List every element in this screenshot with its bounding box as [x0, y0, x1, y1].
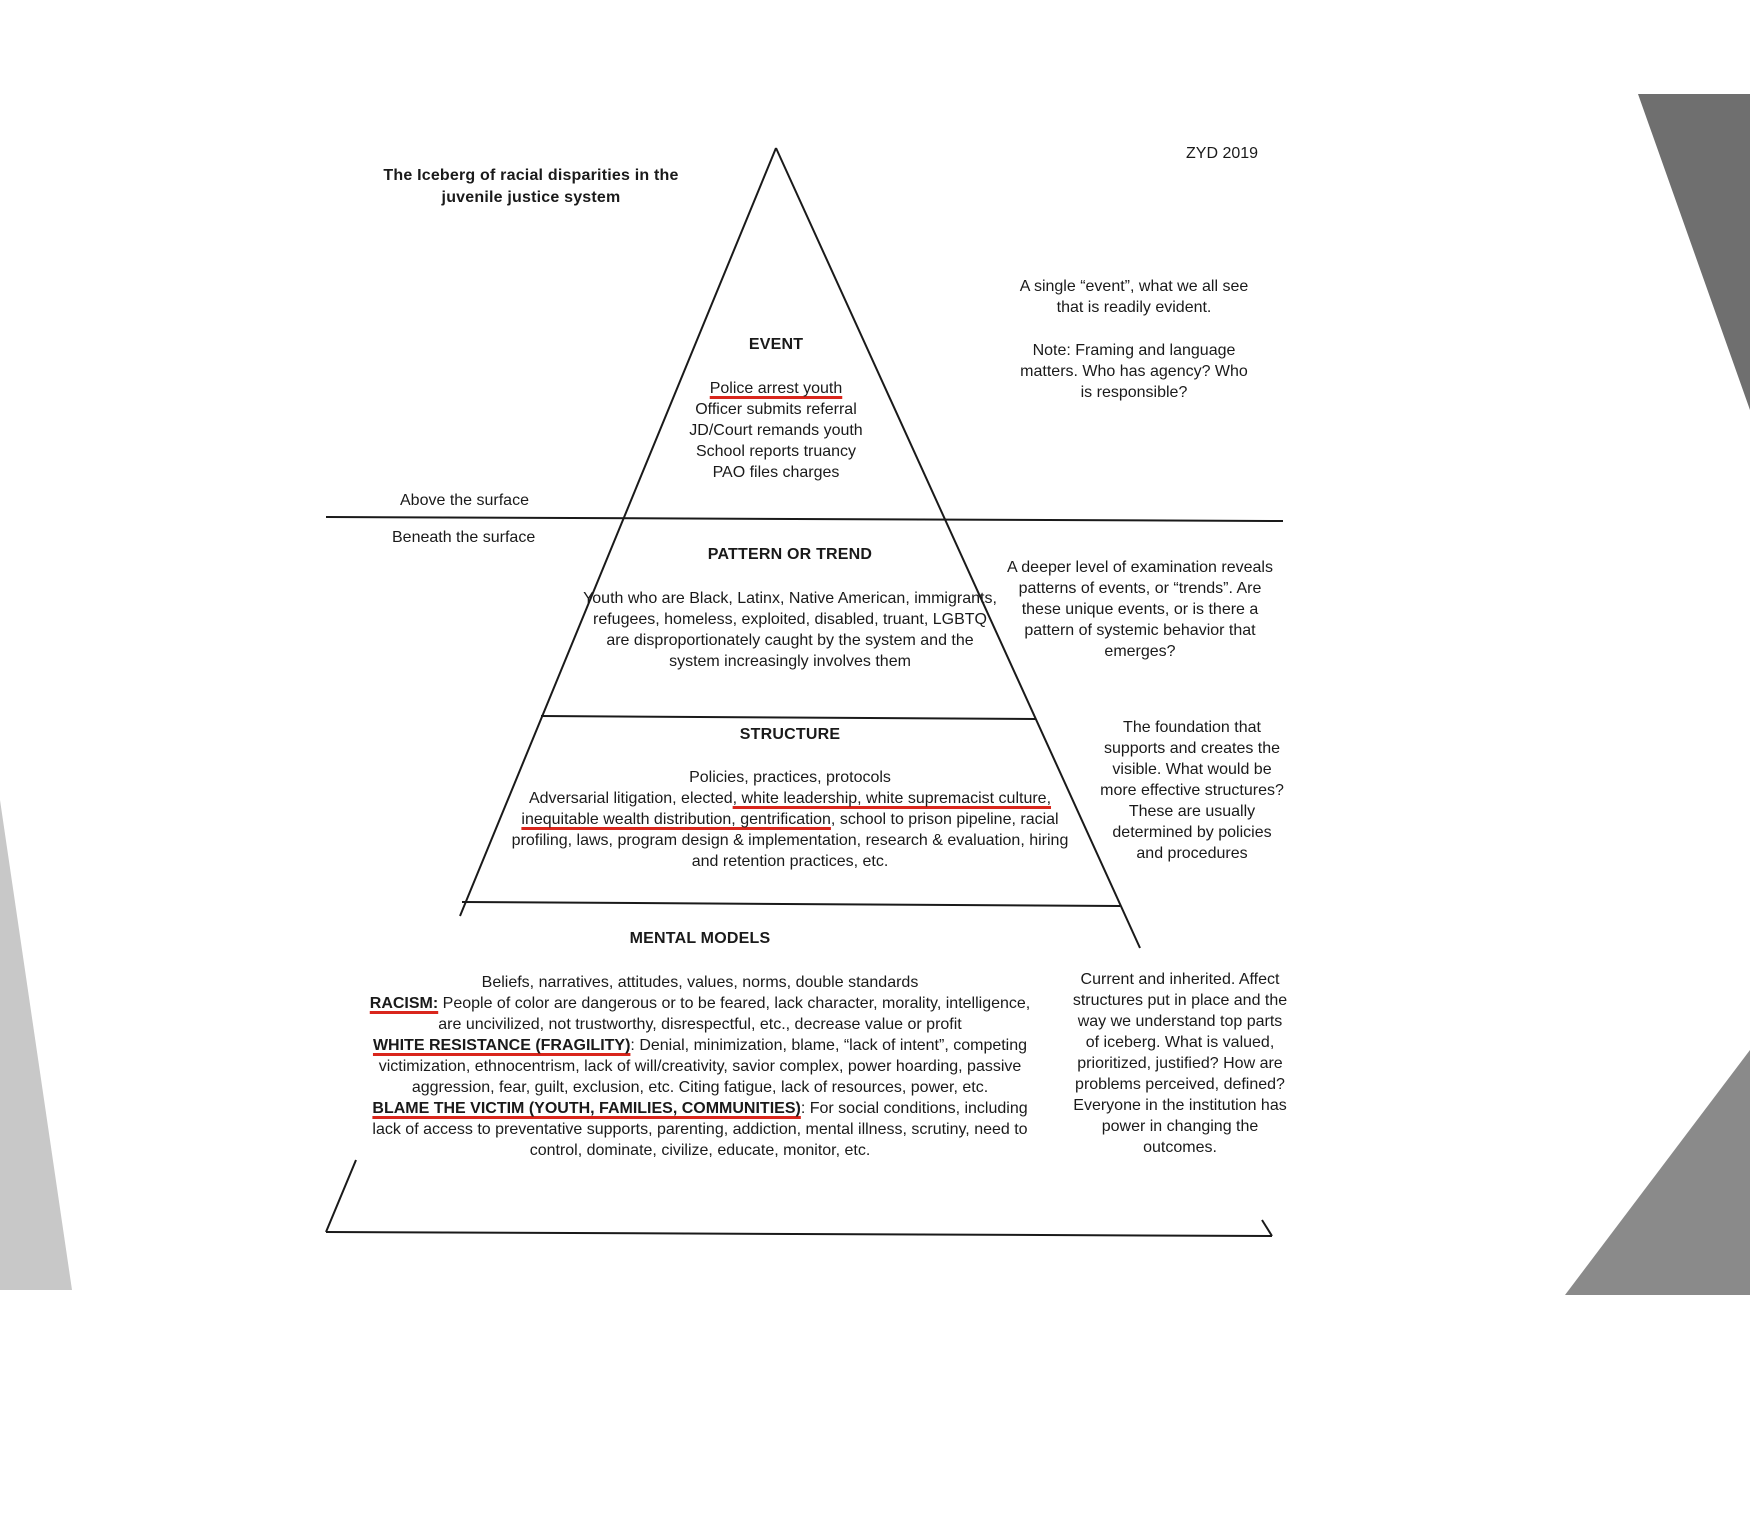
mental-models-heading: MENTAL MODELS	[629, 930, 771, 947]
pattern-heading: PATTERN OR TREND	[707, 546, 873, 563]
pattern-note: A deeper level of examination reveals patterns of events, or “trends”. Are these unique events, or is there a pattern of systemic behavior that emerges?	[1007, 559, 1273, 660]
structure-mental-divider	[462, 902, 1120, 906]
event-framing-note: Note: Framing and language matters. Who has agency? Who is responsible?	[1020, 342, 1248, 401]
structure-line-1: Policies, practices, protocols	[689, 769, 891, 786]
scan-shadow-bottom-right	[1565, 1050, 1750, 1295]
pattern-body: Youth who are Black, Latinx, Native American, immigrants, refugees, homeless, exploited, disabled, truant, LGBTQ are disproportionately caught by the system and the system increasingly involves them	[583, 590, 997, 670]
event-items	[656, 378, 896, 483]
racism-paragraph	[360, 993, 1040, 1035]
diagram-title: The Iceberg of racial disparities in the juvenile justice system	[383, 167, 679, 206]
structure-note: The foundation that supports and creates the visible. What would be more effective structures? These are usually determined by policies and procedures	[1100, 719, 1284, 862]
white-resistance-text: : Denial, minimization, blame, “lack of intent”, competing victimization, ethnocentrism, lack of will/creativity, savior complex, power hoarding, passive aggression, fear, guilt, exclusion, etc. Citing fatigue, lack of resources, power, etc.	[378, 1037, 1028, 1096]
structure-text-underlined: , white leadership, white supremacist culture, inequitable wealth distribution, gentrification	[521, 790, 1052, 828]
mental-models-note: Current and inherited. Affect structures put in place and the way we understand top parts of iceberg. What is valued, prioritized, justified? How are problems perceived, defined? Everyone in the institution has power in changing the outcomes.	[1072, 971, 1288, 1156]
water-surface-line	[326, 517, 1283, 521]
blame-victim-label: BLAME THE VICTIM (YOUTH, FAMILIES, COMMUNITIES)	[372, 1100, 801, 1117]
beneath-surface-label: Beneath the surface	[392, 529, 536, 546]
racism-label: RACISM:	[369, 995, 439, 1012]
pattern-structure-divider	[541, 716, 1036, 719]
structure-heading: STRUCTURE	[739, 726, 841, 743]
event-item: School reports truancy	[695, 443, 857, 460]
white-resistance-paragraph	[360, 1035, 1040, 1098]
mental-line-1: Beliefs, narratives, attitudes, values, norms, double standards	[481, 974, 919, 991]
structure-text-pre: Adversarial litigation, elected	[528, 790, 733, 807]
base-left-edge	[326, 1160, 356, 1232]
event-item: Officer submits referral	[695, 401, 857, 418]
white-resistance-label: WHITE RESISTANCE (FRAGILITY)	[372, 1037, 631, 1054]
blame-victim-text: : For social conditions, including lack of access to preventative supports, parenting, addiction, mental illness, scrutiny, need to control, dominate, civilize, educate, monitor, etc.	[372, 1100, 1028, 1159]
structure-body	[500, 767, 1080, 872]
mental-models-body	[360, 972, 1040, 1161]
structure-text-post: , school to prison pipeline, racial profiling, laws, program design & implementation, research & evaluation, hiring and retention practices, etc.	[511, 811, 1069, 870]
scan-shadow-top-right	[1638, 94, 1750, 410]
racism-text: People of color are dangerous or to be feared, lack character, morality, intelligence, are uncivilized, not trustworthy, disrespectful, etc., decrease value or profit	[438, 995, 1031, 1033]
stamp-label: ZYD 2019	[1186, 145, 1259, 162]
event-item: JD/Court remands youth	[689, 422, 863, 439]
structure-paragraph	[500, 788, 1080, 872]
scan-shadow-left	[0, 800, 72, 1290]
base-line	[326, 1232, 1272, 1236]
event-heading: EVENT	[748, 336, 804, 353]
event-item: PAO files charges	[712, 464, 840, 481]
base-right-edge	[1262, 1220, 1272, 1236]
above-surface-label: Above the surface	[400, 492, 529, 509]
event-item: Police arrest youth	[709, 380, 843, 397]
event-note: A single “event”, what we all see that is readily evident.	[1019, 278, 1249, 316]
blame-victim-paragraph	[360, 1098, 1040, 1161]
